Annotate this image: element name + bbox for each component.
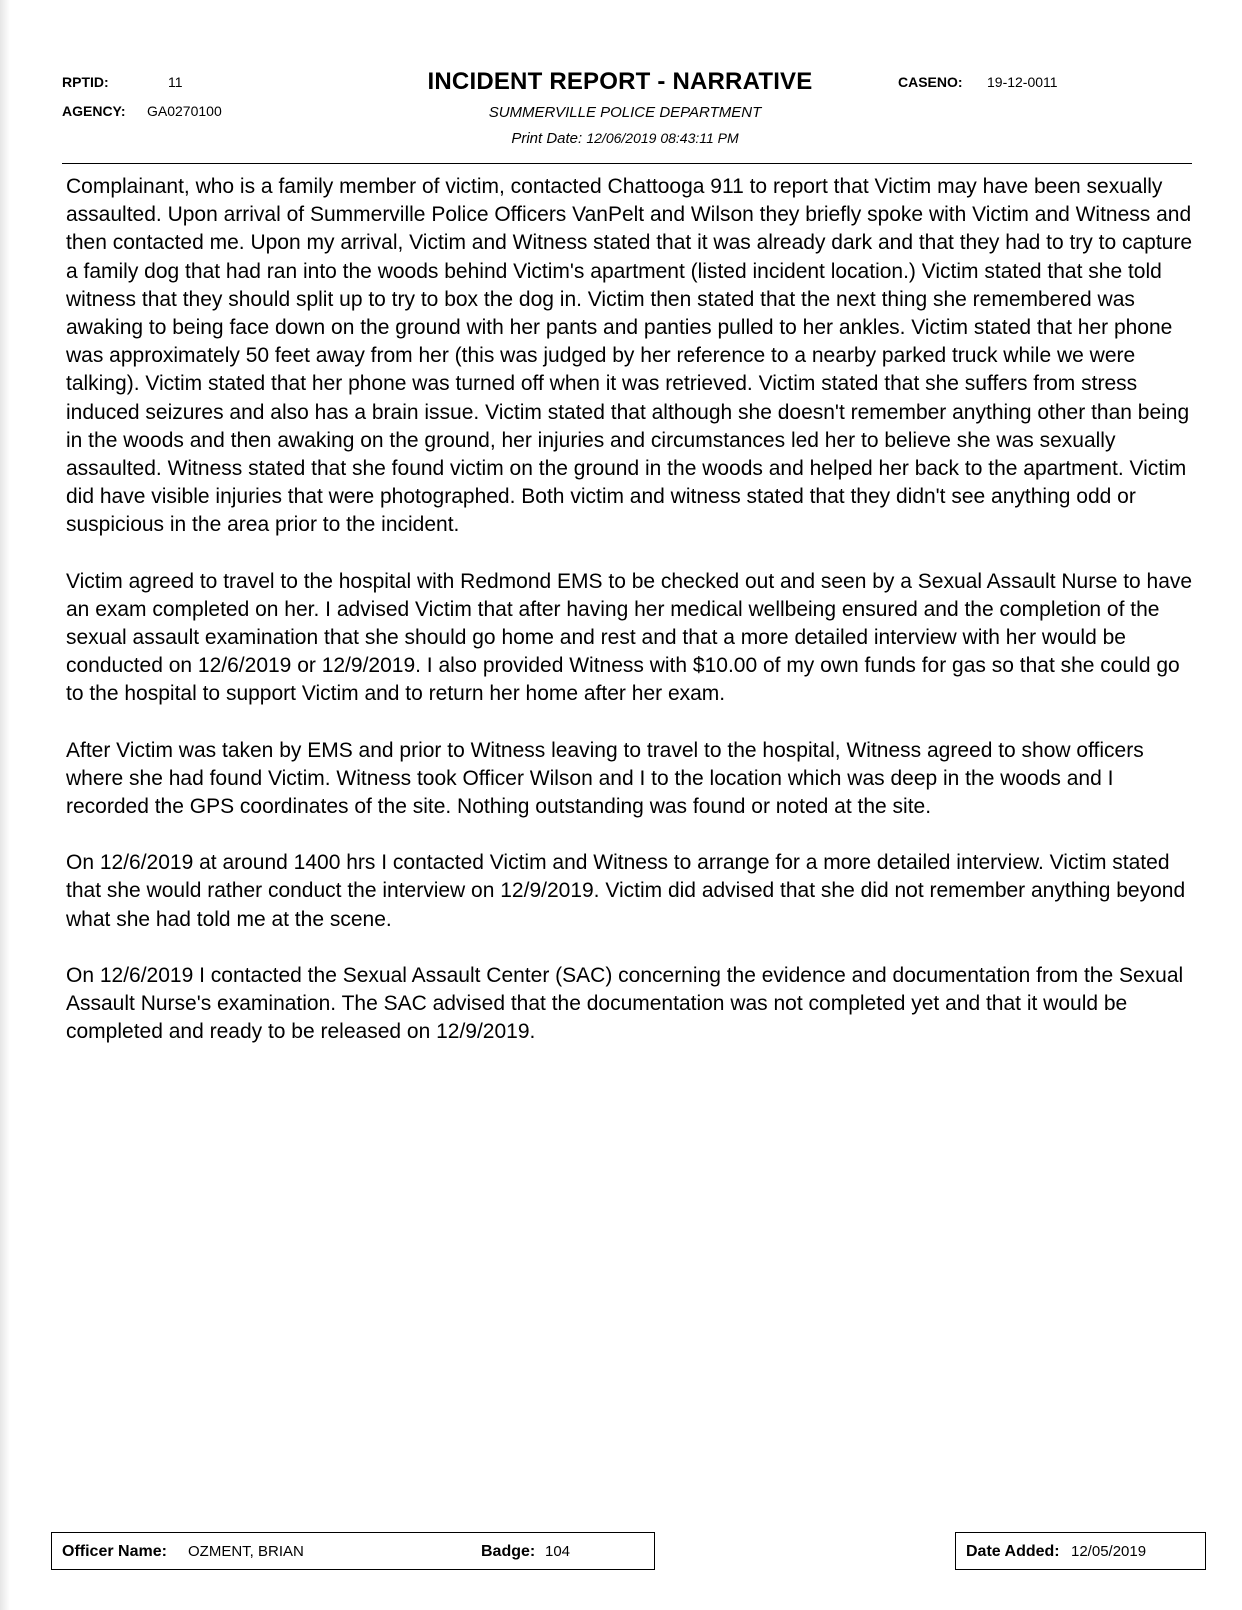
officer-info-box [51,1532,655,1570]
narrative-body [66,173,1196,1074]
date-added-label: Date Added: [966,1543,1060,1560]
narrative-paragraph: On 12/6/2019 at around 1400 hrs I contacted Victim and Witness to arrange for a more detailed interview. Victim stated that she would rather conduct the interview on 12/9/2019. Victim did advised that she did not remember anything beyond what she had told me at the scene. [66,851,1186,931]
print-date [420,130,830,147]
agency-label: AGENCY: [62,103,126,119]
agency-value: GA0270100 [147,103,222,119]
badge-label: Badge: [481,1543,536,1560]
officer-name-value: OZMENT, BRIAN [188,1543,304,1560]
narrative-paragraph: Victim agreed to travel to the hospital with Redmond EMS to be checked out and seen by a Sexual Assault Nurse to have an exam completed on her. I advised Victim that after having her medical wellbeing ensured and the completion of the sexual assault examination that she should go home and rest and that a more detailed interview with her would be conducted on 12/6/2019 or 12/9/2019. I also provided Witness with $10.00 of my own funds for gas so that she could go to the hospital to support Victim and to return her home after her exam. [66,569,1193,706]
badge-value: 104 [545,1543,571,1560]
department-name: SUMMERVILLE POLICE DEPARTMENT [488,104,762,121]
header-divider [62,163,1192,164]
caseno-label: CASENO: [898,74,963,90]
caseno-value: 19-12-0011 [987,74,1058,90]
date-added-box [955,1532,1206,1570]
narrative-paragraph: Complainant, who is a family member of victim, contacted Chattooga 911 to report that Victim may have been sexually assaulted. Upon arrival of Summerville Police Officers VanPelt and Wilson they briefly spoke with Victim and Witness and then contacted me. Upon my arrival, Victim and Witness stated that it was already dark and that they had to try to capture a family dog that had ran into the woods behind Victim's apartment (listed incident location.) Victim stated that she told witness that they should split up to try to box the dog in. Victim then stated that the next thing she remembered was awaking to being face down on the ground with her pants and panties pulled to her ankles. Victim stated that her phone was approximately 50 feet away from her (this was judged by her reference to a nearby parked truck while we were talking). Victim stated that her phone was turned off when it was retrieved. Victim stated that she suffers from stress induced seizures and also has a brain issue. Victim stated that although she doesn't remember anything other than being in the woods and then awaking on the ground, her injuries and circumstances led her to believe she was sexually assaulted. Witness stated that she found victim on the ground in the woods and helped her back to the apartment. Victim did have visible injuries that were photographed. Both victim and witness stated that they didn't see anything odd or suspicious in the area prior to the incident. [66,175,1193,537]
print-date-label: Print Date: [511,130,583,147]
date-added-value: 12/05/2019 [1071,1543,1147,1560]
narrative-paragraph: On 12/6/2019 I contacted the Sexual Assault Center (SAC) concerning the evidence and documentation from the Sexual Assault Nurse's examination. The SAC advised that the documentation was not completed yet and that it would be completed and ready to be released on 12/9/2019. [66,963,1184,1044]
rptid-value: 11 [168,74,183,90]
rptid-label: RPTID: [62,74,109,90]
print-date-value: 12/06/2019 08:43:11 PM [586,130,739,146]
page-edge [0,0,10,1610]
report-title: INCIDENT REPORT - NARRATIVE [427,68,813,95]
narrative-paragraph: After Victim was taken by EMS and prior to Witness leaving to travel to the hospital, Witness agreed to show officers where she had found Victim. Witness took Officer Wilson and I to the location which was deep in the woods and I recorded the GPS coordinates of the site. Nothing outstanding was found or noted at the site. [66,738,1144,819]
officer-name-label: Officer Name: [62,1543,167,1560]
